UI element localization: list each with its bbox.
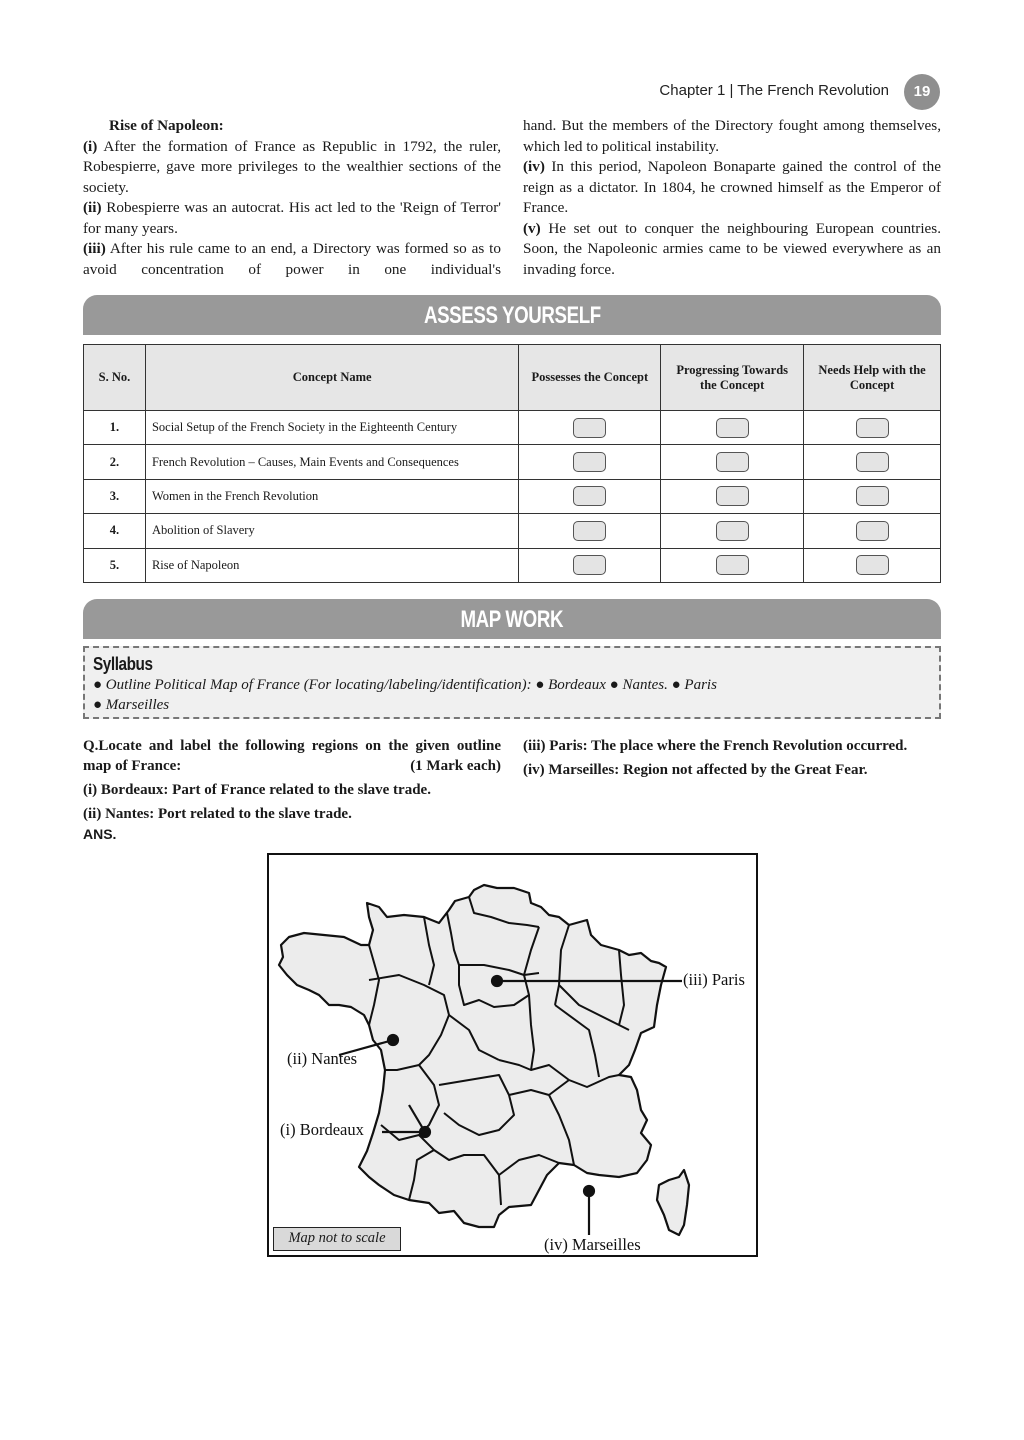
assess-table	[83, 344, 941, 583]
page-number-badge: 19	[904, 74, 940, 110]
progressing-checkbox[interactable]	[716, 521, 749, 541]
needs-help-checkbox[interactable]	[856, 452, 889, 472]
needs-help-checkbox[interactable]	[856, 486, 889, 506]
needs-help-checkbox[interactable]	[856, 418, 889, 438]
question-right	[523, 736, 941, 784]
col-concept: Concept Name	[145, 345, 518, 411]
point-iii: (iii) After his rule came to an end, a Directory was formed so as to avoid concentration of power in one individual's	[83, 240, 501, 278]
map-work-banner: MAP WORK	[83, 599, 941, 639]
needs-help-checkbox[interactable]	[856, 521, 889, 541]
syllabus-box	[83, 646, 941, 719]
paris-label: (iii) Paris	[683, 970, 745, 989]
row-sno: 4.	[84, 514, 146, 548]
progressing-checkbox[interactable]	[716, 555, 749, 575]
corsica	[657, 1170, 689, 1235]
possesses-checkbox[interactable]	[573, 555, 606, 575]
syllabus-line-1: ● Outline Political Map of France (For locating/labeling/identification): ● Bordeaux ● Nantes. ● Paris	[93, 677, 717, 693]
assess-yourself-banner: ASSESS YOURSELF	[83, 295, 941, 335]
marseilles-label: (iv) Marseilles	[544, 1235, 641, 1254]
needs-help-checkbox[interactable]	[856, 555, 889, 575]
syllabus-title: Syllabus	[93, 654, 153, 674]
row-concept: Women in the French Revolution	[145, 479, 518, 513]
page-header	[0, 72, 1024, 112]
col-progressing: Progressing Towards the Concept	[661, 345, 804, 411]
table-row	[84, 514, 941, 548]
possesses-checkbox[interactable]	[573, 486, 606, 506]
col-needs-help: Needs Help with the Concept	[804, 345, 941, 411]
col-possesses: Possesses the Concept	[519, 345, 661, 411]
point-i: (i) After the formation of France as Republic in 1792, the ruler, Robespierre, gave more privileges to the wealthier sections of the society.	[83, 137, 501, 196]
point-iii-continued: hand. But the members of the Directory fought among themselves, which led to political instability.	[523, 117, 941, 155]
scale-note: Map not to scale	[273, 1227, 401, 1251]
answer-label: ANS.	[83, 826, 117, 842]
section-heading: Rise of Napoleon:	[109, 117, 224, 134]
point-ii: (ii) Robespierre was an autocrat. His act led to the 'Reign of Terror' for many years.	[83, 199, 501, 237]
row-sno: 3.	[84, 479, 146, 513]
row-concept: French Revolution – Causes, Main Events and Consequences	[145, 445, 518, 479]
possesses-checkbox[interactable]	[573, 521, 606, 541]
question-left	[83, 736, 501, 844]
table-row	[84, 445, 941, 479]
point-iv: (iv) In this period, Napoleon Bonaparte gained the control of the reign as a dictator. In 1804, he crowned himself as the Emperor of France.	[523, 158, 941, 216]
napoleon-section	[83, 116, 941, 280]
row-concept: Rise of Napoleon	[145, 548, 518, 582]
france-map	[267, 853, 758, 1257]
row-concept: Social Setup of the French Society in the Eighteenth Century	[145, 411, 518, 445]
progressing-checkbox[interactable]	[716, 486, 749, 506]
row-sno: 2.	[84, 445, 146, 479]
row-concept: Abolition of Slavery	[145, 514, 518, 548]
progressing-checkbox[interactable]	[716, 418, 749, 438]
question-item-iii: (iii) Paris: The place where the French Revolution occurred.	[523, 738, 908, 754]
question-item-i: (i) Bordeaux: Part of France related to the slave trade.	[83, 782, 431, 798]
question-item-iv: (iv) Marseilles: Region not affected by the Great Fear.	[523, 762, 868, 778]
question-item-ii: (ii) Nantes: Port related to the slave trade.	[83, 806, 352, 822]
point-v: (v) He set out to conquer the neighbouring European countries. Soon, the Napoleonic armies came to be viewed everywhere as an invading force.	[523, 219, 941, 278]
row-sno: 5.	[84, 548, 146, 582]
table-row	[84, 479, 941, 513]
nantes-label: (ii) Nantes	[287, 1049, 358, 1068]
col-sno: S. No.	[84, 345, 146, 411]
napoleon-left-column	[83, 116, 501, 280]
napoleon-right-column	[523, 116, 941, 280]
syllabus-line-2: ● Marseilles	[93, 697, 170, 713]
row-sno: 1.	[84, 411, 146, 445]
chapter-title: Chapter 1 | The French Revolution	[659, 82, 889, 99]
table-row	[84, 548, 941, 582]
progressing-checkbox[interactable]	[716, 452, 749, 472]
marks-label: (1 Mark each)	[410, 758, 501, 774]
bordeaux-label: (i) Bordeaux	[280, 1120, 364, 1139]
question-text: Q.Locate and label the following regions on the given outline map of France: (1 Mark each)	[83, 738, 501, 774]
table-header-row	[84, 345, 941, 411]
possesses-checkbox[interactable]	[573, 452, 606, 472]
table-row	[84, 411, 941, 445]
possesses-checkbox[interactable]	[573, 418, 606, 438]
